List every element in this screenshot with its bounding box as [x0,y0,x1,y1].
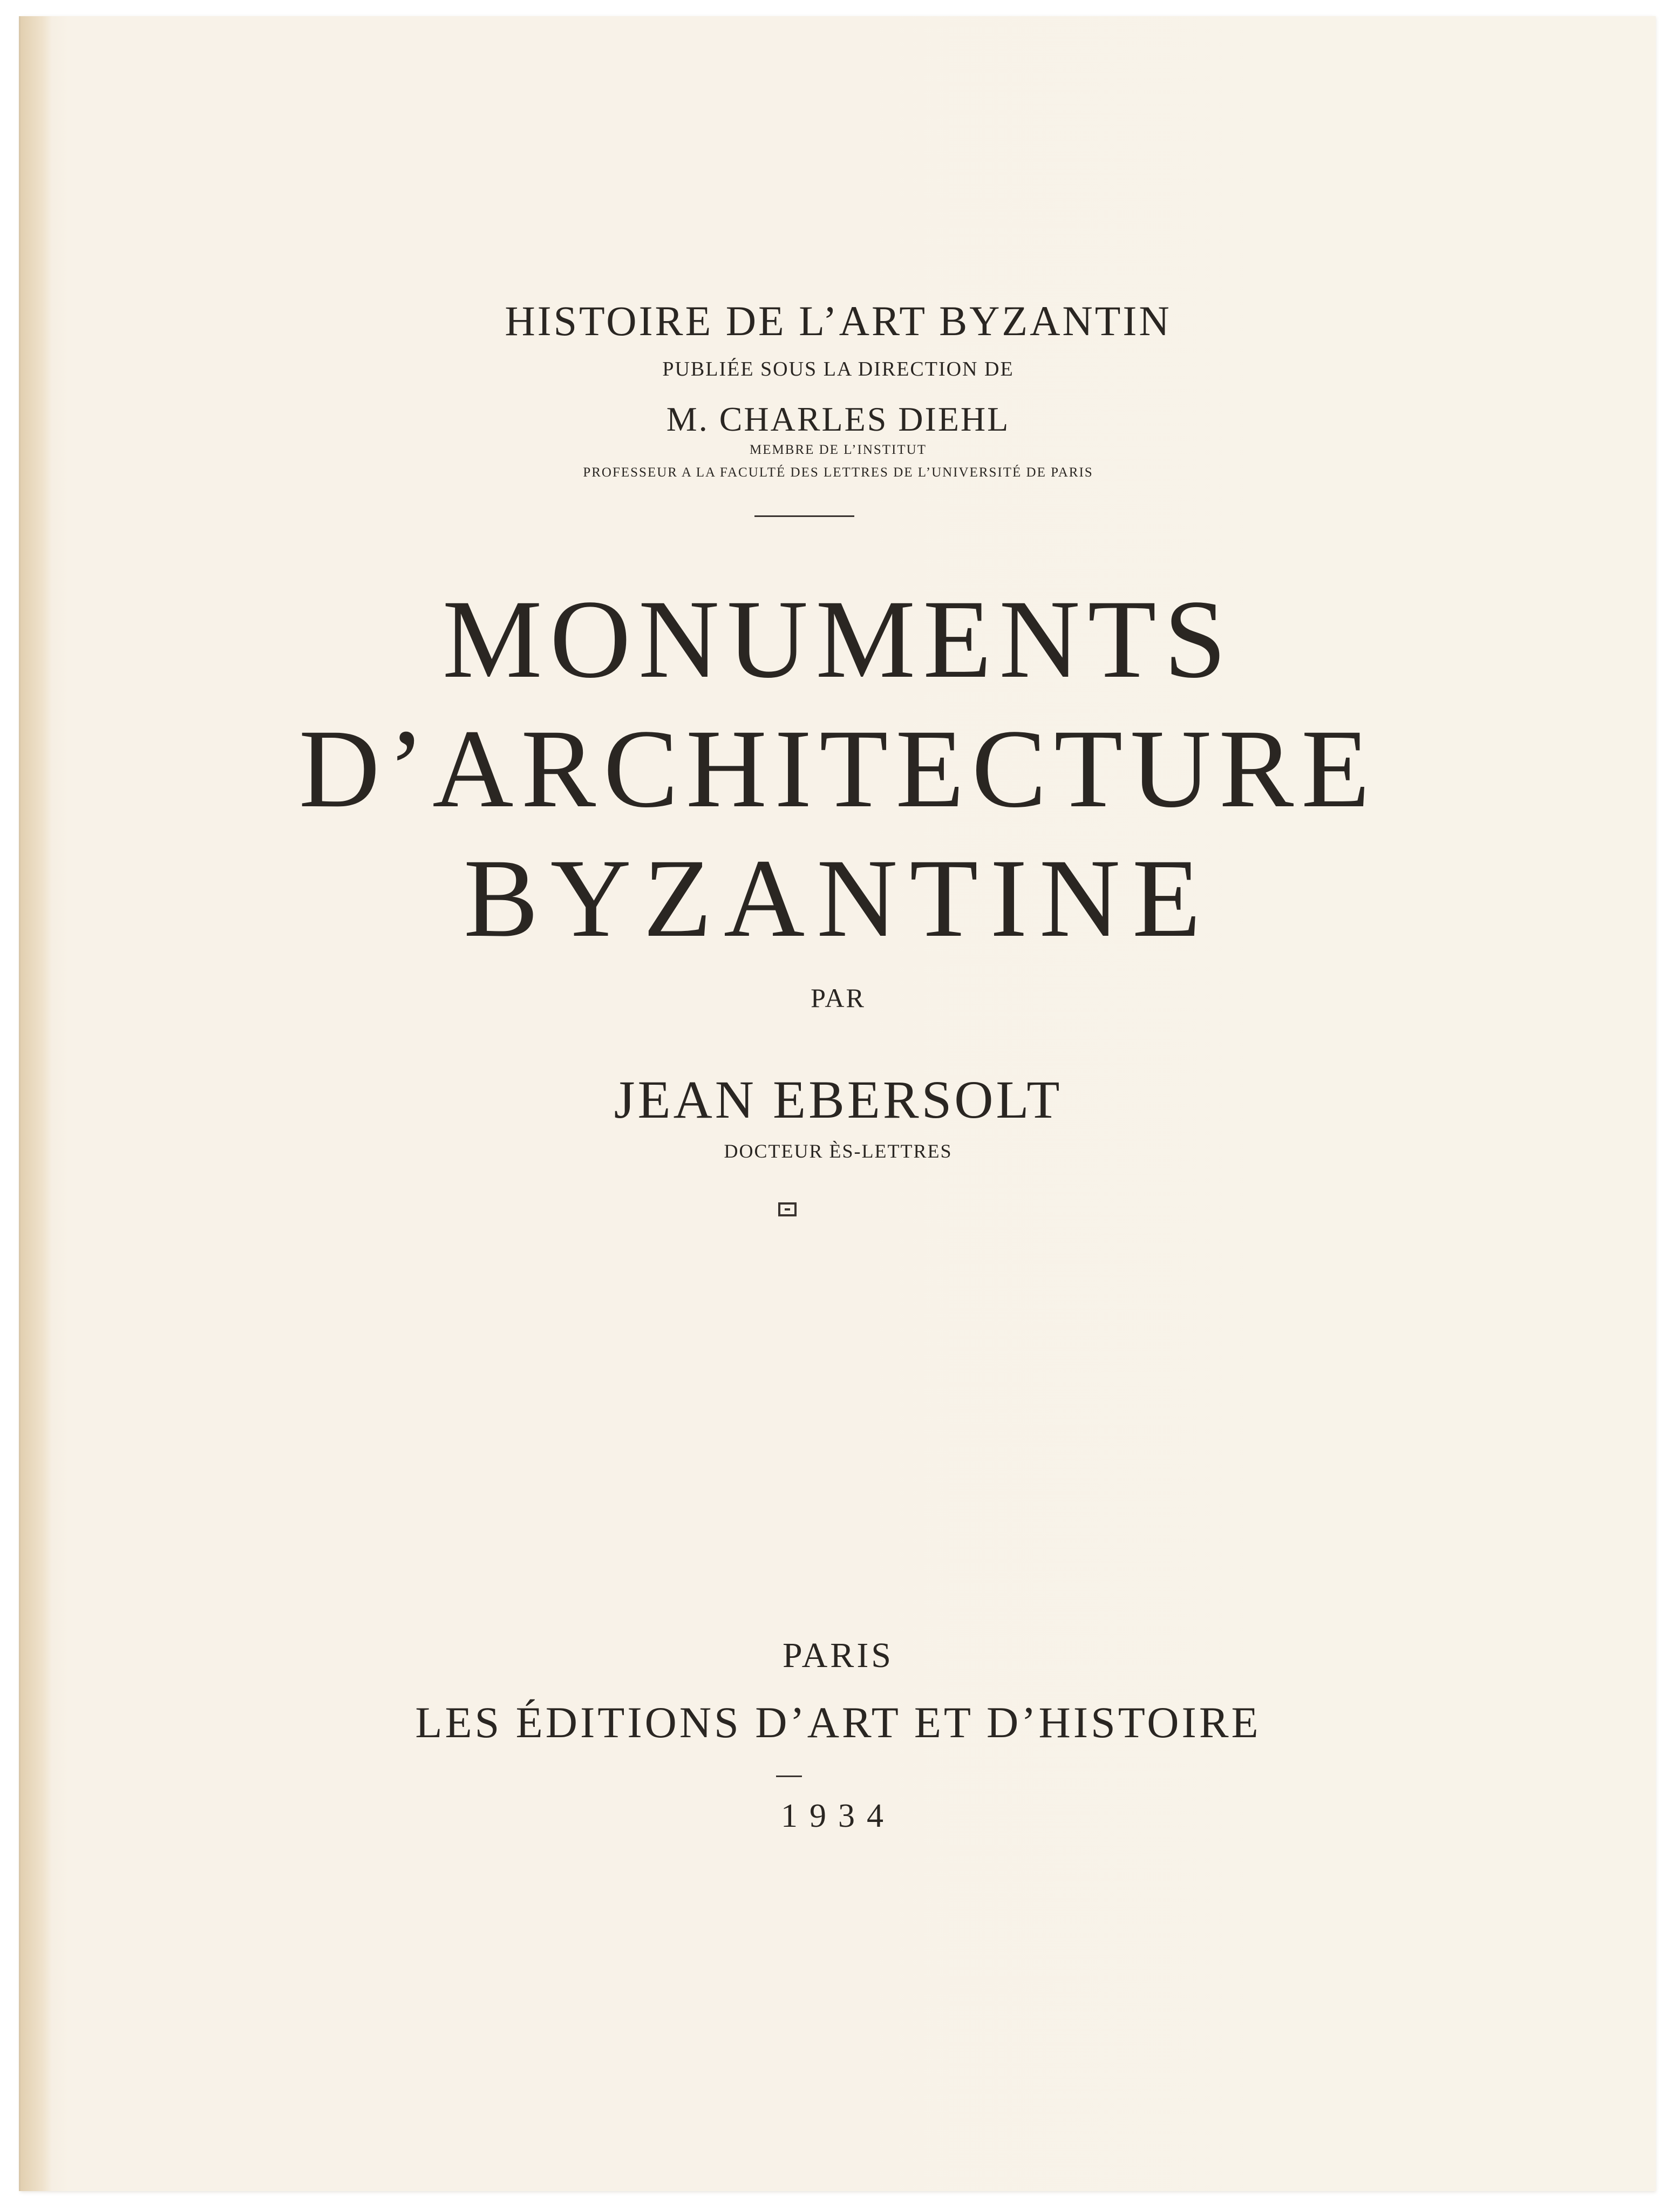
printer-ornament-icon [778,1202,797,1216]
director-membership: MEMBRE DE L’INSTITUT [750,443,927,457]
by-label: PAR [811,983,866,1013]
year-dash [776,1776,802,1777]
publication-city: PARIS [782,1636,894,1675]
series-title: HISTOIRE DE L’ART BYZANTIN [505,297,1172,344]
divider-rule [754,515,854,517]
ornament-bar [785,1208,790,1210]
main-title-line-1: MONUMENTS [442,577,1234,701]
author-name: JEAN EBERSOLT [614,1070,1063,1130]
main-title-line-3: BYZANTINE [463,836,1213,960]
main-title-line-2: D’ARCHITECTURE [298,706,1378,831]
publisher-name: LES ÉDITIONS D’ART ET D’HISTOIRE [415,1698,1261,1747]
author-degree: DOCTEUR ÈS-LETTRES [724,1140,953,1162]
title-page [21,16,1656,2191]
published-under-label: PUBLIÉE SOUS LA DIRECTION DE [662,358,1014,380]
director-name: M. CHARLES DIEHL [666,400,1010,438]
publication-year: 1934 [781,1798,895,1834]
director-position: PROFESSEUR A LA FACULTÉ DES LETTRES DE L’UNIVERSITÉ DE PARIS [583,465,1093,480]
